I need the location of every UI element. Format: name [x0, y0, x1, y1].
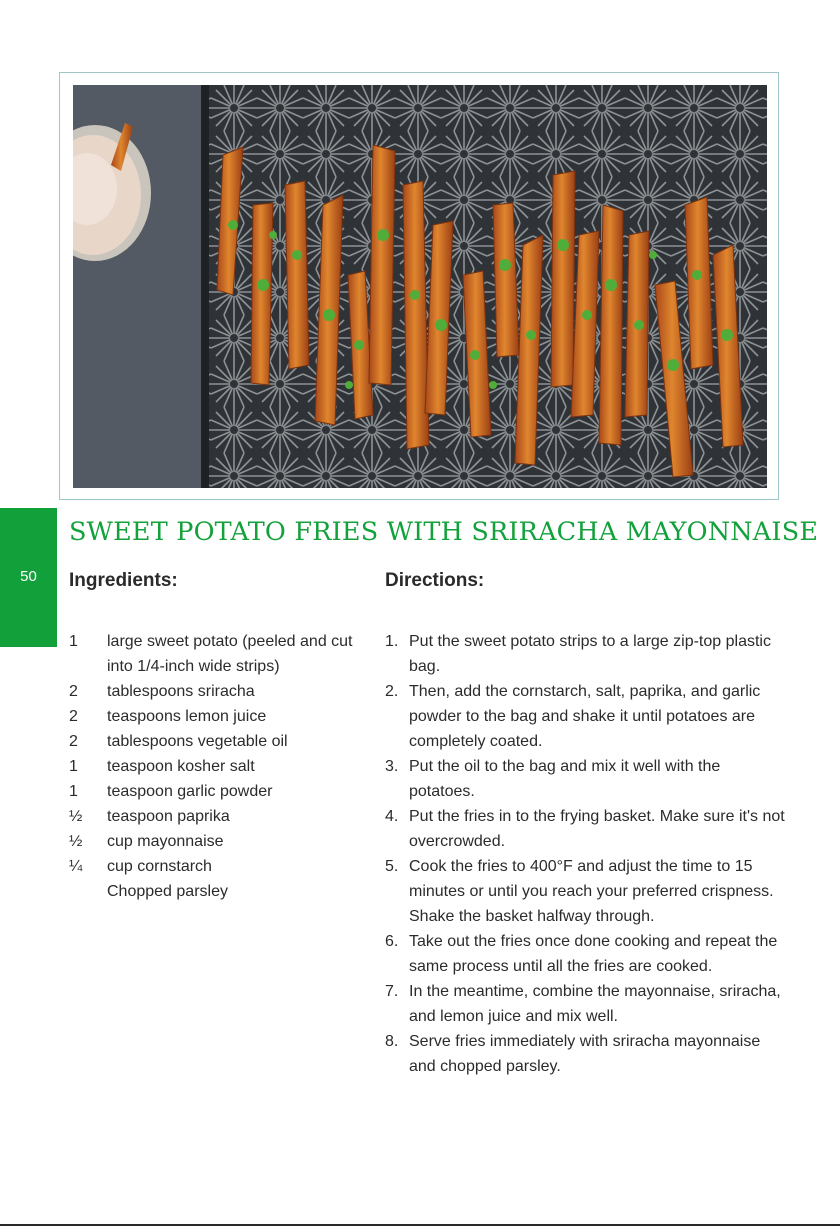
- step-text: In the meantime, combine the mayonnaise, sriracha, and lemon juice and mix well.: [409, 983, 781, 1025]
- ingredient-qty: ½: [69, 808, 83, 825]
- ingredient-qty: 2: [69, 683, 78, 700]
- step-text: Then, add the cornstarch, salt, paprika, and garlic powder to the bag and shake it until potatoes are completely coated.: [409, 683, 761, 750]
- step-text: Cook the fries to 400°F and adjust the time to 15 minutes or until you reach your preferred crispness. Shake the basket halfway through.: [409, 858, 774, 925]
- direction-step: [385, 979, 785, 1029]
- step-text: Put the fries in to the frying basket. Make sure it's not overcrowded.: [409, 808, 785, 850]
- directions-list: [385, 629, 785, 1079]
- ingredient-item: [69, 879, 369, 904]
- ingredient-item: [69, 829, 369, 854]
- ingredient-item: [69, 804, 369, 829]
- ingredient-text: teaspoons lemon juice: [107, 708, 267, 725]
- direction-step: [385, 854, 785, 929]
- step-number: 3.: [385, 758, 399, 775]
- ingredient-item: [69, 854, 369, 879]
- food-photo: [73, 85, 767, 488]
- ingredient-qty: ¼: [69, 858, 83, 875]
- ingredient-text: teaspoon garlic powder: [107, 783, 273, 800]
- step-number: 1.: [385, 633, 399, 650]
- ingredient-qty: 2: [69, 733, 78, 750]
- ingredient-text: tablespoons vegetable oil: [107, 733, 288, 750]
- direction-step: [385, 1029, 785, 1079]
- ingredient-item: [69, 679, 369, 704]
- ingredient-item: [69, 704, 369, 729]
- step-number: 6.: [385, 933, 399, 950]
- food-photo-illustration: [73, 85, 767, 488]
- ingredient-qty: 1: [69, 783, 78, 800]
- photo-frame: [59, 72, 779, 500]
- ingredient-item: [69, 729, 369, 754]
- recipe-title: SWEET POTATO FRIES WITH SRIRACHA MAYONNAISE: [69, 517, 819, 547]
- ingredient-item: [69, 629, 369, 679]
- directions-heading: Directions:: [385, 570, 485, 591]
- step-text: Put the oil to the bag and mix it well with the potatoes.: [409, 758, 721, 800]
- ingredient-qty: [69, 879, 107, 904]
- direction-step: [385, 754, 785, 804]
- ingredient-text: tablespoons sriracha: [107, 683, 255, 700]
- step-number: 4.: [385, 808, 399, 825]
- step-number: 5.: [385, 858, 399, 875]
- ingredient-qty: 1: [69, 758, 78, 775]
- direction-step: [385, 929, 785, 979]
- ingredients-heading: Ingredients:: [69, 570, 178, 591]
- ingredient-text: cup mayonnaise: [107, 833, 224, 850]
- direction-step: [385, 629, 785, 679]
- direction-step: [385, 679, 785, 754]
- step-text: Serve fries immediately with sriracha mayonnaise and chopped parsley.: [409, 1033, 761, 1075]
- step-text: Take out the fries once done cooking and repeat the same process until all the fries are cooked.: [409, 933, 778, 975]
- ingredient-qty: 2: [69, 708, 78, 725]
- step-number: 2.: [385, 683, 399, 700]
- ingredient-item: [69, 779, 369, 804]
- direction-step: [385, 804, 785, 854]
- ingredient-text: Chopped parsley: [107, 883, 228, 900]
- ingredient-text: large sweet potato (peeled and cut into 1/4-inch wide strips): [107, 633, 353, 675]
- step-number: 8.: [385, 1033, 399, 1050]
- step-number: 7.: [385, 983, 399, 1000]
- ingredient-qty: 1: [69, 633, 78, 650]
- step-text: Put the sweet potato strips to a large zip-top plastic bag.: [409, 633, 771, 675]
- ingredient-text: teaspoon paprika: [107, 808, 230, 825]
- page-number: 50: [20, 568, 37, 585]
- ingredient-text: teaspoon kosher salt: [107, 758, 255, 775]
- ingredient-item: [69, 754, 369, 779]
- ingredient-qty: ½: [69, 833, 83, 850]
- ingredient-text: cup cornstarch: [107, 858, 212, 875]
- ingredients-list: [69, 629, 369, 904]
